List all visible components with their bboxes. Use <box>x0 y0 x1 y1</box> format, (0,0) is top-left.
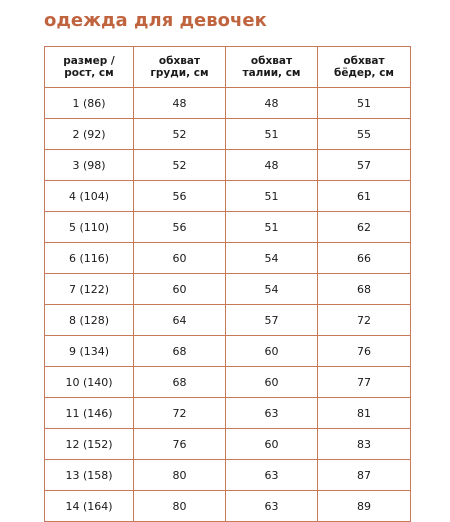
cell-chest: 60 <box>134 274 226 305</box>
cell-size-height: 12 (152) <box>45 429 134 460</box>
cell-chest: 68 <box>134 336 226 367</box>
table-row <box>45 119 411 150</box>
table-row <box>45 150 411 181</box>
cell-hips: 76 <box>318 336 411 367</box>
cell-waist: 60 <box>226 367 318 398</box>
cell-hips: 61 <box>318 181 411 212</box>
header-line: обхват <box>158 55 201 67</box>
header-line: обхват <box>250 55 293 67</box>
cell-hips: 55 <box>318 119 411 150</box>
cell-hips: 83 <box>318 429 411 460</box>
header-hips <box>318 47 411 88</box>
table-header-row <box>45 47 411 88</box>
table-row <box>45 429 411 460</box>
cell-waist: 63 <box>226 491 318 522</box>
cell-hips: 66 <box>318 243 411 274</box>
cell-hips: 57 <box>318 150 411 181</box>
size-table <box>44 46 411 522</box>
cell-chest: 80 <box>134 491 226 522</box>
table-body <box>45 88 411 522</box>
cell-hips: 89 <box>318 491 411 522</box>
header-line: рост, см <box>64 67 114 79</box>
table-row <box>45 243 411 274</box>
cell-waist: 60 <box>226 429 318 460</box>
cell-chest: 64 <box>134 305 226 336</box>
cell-waist: 63 <box>226 460 318 491</box>
table-row <box>45 181 411 212</box>
header-chest <box>134 47 226 88</box>
cell-chest: 52 <box>134 119 226 150</box>
table-row <box>45 274 411 305</box>
cell-size-height: 10 (140) <box>45 367 134 398</box>
cell-size-height: 7 (122) <box>45 274 134 305</box>
cell-waist: 51 <box>226 119 318 150</box>
cell-waist: 48 <box>226 150 318 181</box>
table-row <box>45 491 411 522</box>
cell-size-height: 9 (134) <box>45 336 134 367</box>
cell-chest: 80 <box>134 460 226 491</box>
table-row <box>45 367 411 398</box>
page-title: одежда для девочек <box>44 10 267 31</box>
table-row <box>45 398 411 429</box>
cell-size-height: 13 (158) <box>45 460 134 491</box>
cell-chest: 48 <box>134 88 226 119</box>
cell-hips: 51 <box>318 88 411 119</box>
cell-size-height: 8 (128) <box>45 305 134 336</box>
cell-chest: 68 <box>134 367 226 398</box>
cell-size-height: 11 (146) <box>45 398 134 429</box>
cell-waist: 54 <box>226 274 318 305</box>
cell-waist: 60 <box>226 336 318 367</box>
cell-chest: 60 <box>134 243 226 274</box>
cell-hips: 62 <box>318 212 411 243</box>
cell-hips: 81 <box>318 398 411 429</box>
cell-hips: 87 <box>318 460 411 491</box>
cell-chest: 56 <box>134 212 226 243</box>
cell-waist: 57 <box>226 305 318 336</box>
cell-size-height: 5 (110) <box>45 212 134 243</box>
cell-size-height: 6 (116) <box>45 243 134 274</box>
header-line: бёдер, см <box>333 67 395 79</box>
cell-chest: 52 <box>134 150 226 181</box>
header-line: обхват <box>343 55 385 67</box>
cell-hips: 77 <box>318 367 411 398</box>
header-line: груди, см <box>150 67 209 79</box>
cell-waist: 54 <box>226 243 318 274</box>
header-line: талии, см <box>242 67 301 79</box>
cell-size-height: 2 (92) <box>45 119 134 150</box>
cell-waist: 51 <box>226 181 318 212</box>
table-row <box>45 336 411 367</box>
cell-waist: 63 <box>226 398 318 429</box>
cell-size-height: 1 (86) <box>45 88 134 119</box>
header-waist <box>226 47 318 88</box>
cell-size-height: 14 (164) <box>45 491 134 522</box>
cell-hips: 72 <box>318 305 411 336</box>
header-line: размер / <box>63 55 115 67</box>
table-row <box>45 212 411 243</box>
cell-chest: 76 <box>134 429 226 460</box>
table-row <box>45 88 411 119</box>
table-row <box>45 305 411 336</box>
cell-waist: 51 <box>226 212 318 243</box>
header-size-height <box>45 47 134 88</box>
cell-chest: 72 <box>134 398 226 429</box>
cell-chest: 56 <box>134 181 226 212</box>
table-row <box>45 460 411 491</box>
cell-size-height: 4 (104) <box>45 181 134 212</box>
cell-waist: 48 <box>226 88 318 119</box>
cell-hips: 68 <box>318 274 411 305</box>
cell-size-height: 3 (98) <box>45 150 134 181</box>
